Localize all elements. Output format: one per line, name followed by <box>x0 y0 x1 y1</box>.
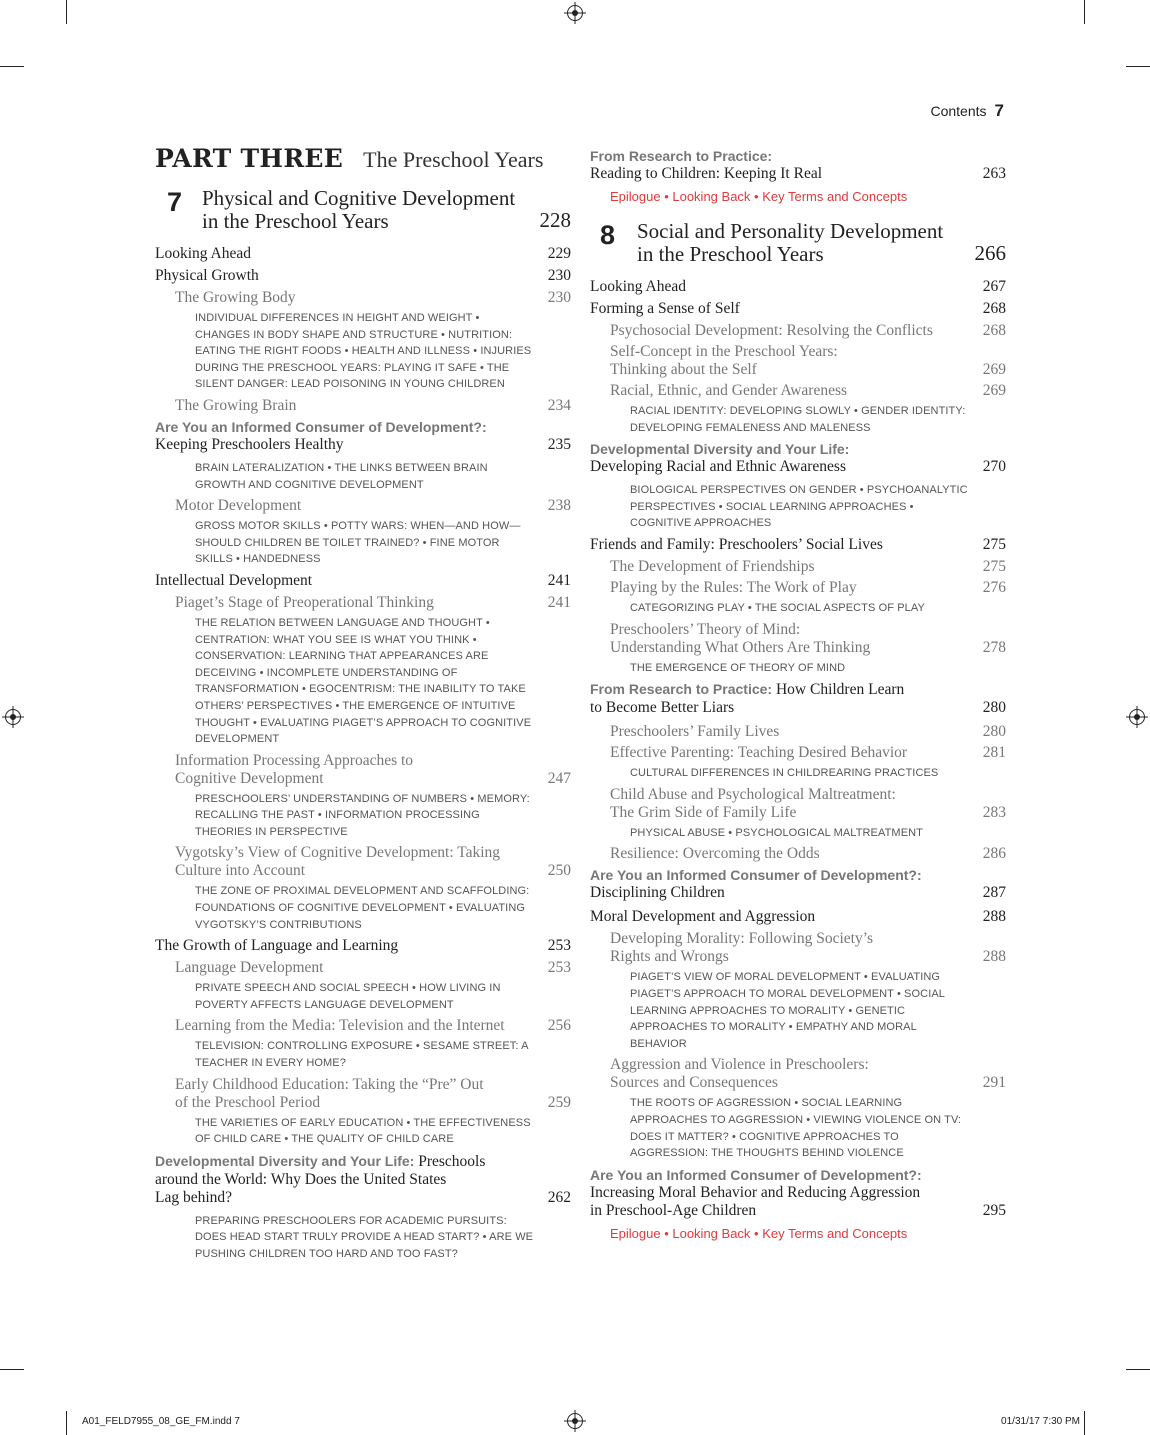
toc-subsection <box>610 723 1006 741</box>
entry-title: Psychosocial Development: Resolving the Conflicts <box>610 322 933 339</box>
feature-label: From Research to Practice: <box>590 681 773 698</box>
toc-subsection <box>175 1017 571 1035</box>
toc-subsection <box>610 621 1006 657</box>
entry-page: 286 <box>982 845 1006 863</box>
entry-page: 256 <box>547 1017 571 1035</box>
entry-title: Learning from the Media: Television and the Internet <box>175 1017 505 1035</box>
toc-entries <box>590 278 1006 1241</box>
chapter-title: Physical and Cognitive Development in the Preschool Years <box>202 186 516 233</box>
epilogue-line: Epilogue • Looking Back • Key Terms and Concepts <box>610 1225 908 1241</box>
entry-title: The Development of Friendships <box>610 557 815 575</box>
registration-mark-icon <box>567 5 583 21</box>
toc-subsection <box>610 1056 1006 1092</box>
chapter-number: 7 <box>167 187 183 217</box>
crop-mark <box>1126 1369 1150 1370</box>
feature-entry <box>590 680 1006 717</box>
entry-page: 269 <box>982 361 1006 378</box>
entry-title: Vygotsky’s View of Cognitive Development: Taking Culture into Account <box>175 844 501 880</box>
entry-page: 241 <box>547 571 571 589</box>
crop-mark <box>66 1411 67 1435</box>
entry-title: Friends and Family: Preschoolers’ Social Lives <box>590 535 883 553</box>
crop-mark <box>0 1369 24 1370</box>
entry-title: Preschoolers’ Family Lives <box>610 723 780 741</box>
toc-section <box>590 536 1006 554</box>
running-head-label: Contents <box>930 103 987 119</box>
registration-mark-icon <box>5 709 21 725</box>
entry-title: Moral Development and Aggression <box>590 908 816 926</box>
entry-page: 253 <box>547 937 571 955</box>
toc-subsection <box>175 1076 571 1112</box>
entry-page: 241 <box>547 593 571 611</box>
toc-subsection <box>610 786 1006 822</box>
toc-topics: THE RELATION BETWEEN LANGUAGE AND THOUGHT • CENTRATION: WHAT YOU SEE IS WHAT YOU THINK • CONSERVATION: LEARNING THAT APPEARANCES ARE DECEIVING • INCOMPLETE UNDERSTANDING OF TRANSFORMATION • EGOCENTRISM: THE INABILITY TO TAKE OTHERS’ PERSPECTIVES • THE EMERGENCE OF INTUITIVE THOUGHT • EVALUATING PIAGET’S APPROACH TO COGNITIVE DEVELOPMENT <box>195 616 532 746</box>
page-number: 7 <box>994 101 1004 120</box>
chapter-page: 266 <box>974 241 1006 265</box>
entry-title: Effective Parenting: Teaching Desired Behavior <box>610 744 908 762</box>
feature-entry <box>590 1166 1006 1220</box>
entry-page: 230 <box>547 289 571 306</box>
toc-topics: GROSS MOTOR SKILLS • POTTY WARS: WHEN—AND HOW—SHOULD CHILDREN BE TOILET TRAINED? • FINE MOTOR SKILLS • HANDEDNESS <box>195 520 521 566</box>
entry-page: 250 <box>547 862 571 880</box>
crop-mark <box>1084 0 1085 24</box>
feature-page: 262 <box>547 1188 571 1206</box>
entry-page: 278 <box>982 638 1006 656</box>
entry-title: Motor Development <box>175 497 302 515</box>
toc-topics: PRESCHOOLERS’ UNDERSTANDING OF NUMBERS • MEMORY: RECALLING THE PAST • INFORMATION PROCESSING THEORIES IN PERSPECTIVE <box>195 792 530 838</box>
chapter-heading <box>155 187 571 233</box>
feature-entry <box>590 866 1006 902</box>
toc-section <box>155 937 571 955</box>
entry-title: Information Processing Approaches to Cognitive Development <box>175 751 414 787</box>
chapter-title: Social and Personality Development in the Preschool Years <box>637 219 944 266</box>
toc-section <box>590 908 1006 926</box>
feature-label: Developmental Diversity and Your Life: <box>590 441 850 458</box>
toc-subsection <box>175 959 571 977</box>
slug-date: 01/31/17 7:30 PM <box>1001 1416 1080 1427</box>
feature-entry <box>155 418 571 454</box>
toc-section <box>155 572 571 590</box>
feature-page: 235 <box>547 435 571 453</box>
feature-title: Developing Racial and Ethnic Awareness <box>590 458 846 476</box>
entry-title: Self-Concept in the Preschool Years: Thinking about the Self <box>610 343 838 378</box>
crop-mark <box>1084 1411 1085 1435</box>
feature-label: Are You an Informed Consumer of Development?: <box>590 867 922 884</box>
part-title: The Preschool Years <box>363 147 544 172</box>
entry-title: Looking Ahead <box>590 278 686 295</box>
chapter-heading <box>590 220 1006 266</box>
entry-page: 230 <box>547 267 571 284</box>
feature-page: 287 <box>982 884 1006 902</box>
part-label: PART THREE <box>155 144 344 173</box>
entry-title: Looking Ahead <box>155 245 251 262</box>
feature-page: 295 <box>982 1201 1006 1219</box>
feature-title: Reading to Children: Keeping It Real <box>590 165 823 182</box>
entry-title: Aggression and Violence in Preschoolers: Sources and Consequences <box>610 1056 869 1092</box>
toc-subsection <box>610 343 1006 379</box>
toc-section <box>590 278 1006 296</box>
feature-label: Developmental Diversity and Your Life: <box>155 1152 415 1169</box>
feature-title: around the World: Why Does the United States Lag behind? <box>155 1170 447 1206</box>
toc-topics: THE ROOTS OF AGGRESSION • SOCIAL LEARNING APPROACHES TO AGGRESSION • VIEWING VIOLENCE ON TV: DOES IT MATTER? • COGNITIVE APPROACHES TO AGGRESSION: THE THOUGHTS BEHIND VIOLENCE <box>630 1097 962 1160</box>
entry-page: 229 <box>547 245 571 262</box>
part-heading <box>155 144 571 173</box>
entry-page: 291 <box>982 1074 1006 1092</box>
entry-title: Forming a Sense of Self <box>590 300 740 317</box>
toc-subsection <box>175 752 571 788</box>
feature-page: 263 <box>982 165 1006 182</box>
entry-page: 275 <box>982 535 1006 553</box>
toc-subsection <box>610 930 1006 966</box>
toc-subsection <box>610 579 1006 597</box>
feature-entry <box>155 1152 571 1207</box>
toc-topics: THE ZONE OF PROXIMAL DEVELOPMENT AND SCAFFOLDING: FOUNDATIONS OF COGNITIVE DEVELOPMENT • EVALUATING VYGOTSKY’S CONTRIBUTIONS <box>195 885 530 931</box>
entry-title: The Growth of Language and Learning <box>155 937 399 955</box>
entry-title: Intellectual Development <box>155 571 313 589</box>
toc-subsection <box>175 289 571 307</box>
toc-topics: BIOLOGICAL PERSPECTIVES ON GENDER • PSYCHOANALYTIC PERSPECTIVES • SOCIAL LEARNING APPROACHES • COGNITIVE APPROACHES <box>630 484 968 530</box>
feature-title: Keeping Preschoolers Healthy <box>155 435 344 453</box>
toc-section <box>155 245 571 263</box>
entry-page: 247 <box>547 769 571 787</box>
feature-label: From Research to Practice: <box>590 148 773 164</box>
slug-file: A01_FELD7955_08_GE_FM.indd 7 <box>82 1416 240 1427</box>
toc-topics: TELEVISION: CONTROLLING EXPOSURE • SESAME STREET: A TEACHER IN EVERY HOME? <box>195 1040 528 1070</box>
entry-page: 234 <box>547 396 571 414</box>
entry-title: Developing Morality: Following Society’s Rights and Wrongs <box>610 930 874 966</box>
entry-page: 268 <box>982 300 1006 317</box>
toc-topics: CULTURAL DIFFERENCES IN CHILDREARING PRACTICES <box>630 767 939 780</box>
toc-topics: THE EMERGENCE OF THEORY OF MIND <box>630 661 846 674</box>
entry-page: 267 <box>982 278 1006 295</box>
entry-page: 238 <box>547 497 571 515</box>
toc-subsection <box>610 744 1006 762</box>
entry-page: 288 <box>982 948 1006 966</box>
toc-topics: BRAIN LATERALIZATION • THE LINKS BETWEEN BRAIN GROWTH AND COGNITIVE DEVELOPMENT <box>195 461 488 491</box>
toc-subsection <box>610 382 1006 400</box>
entry-page: 283 <box>982 803 1006 821</box>
feature-label-tail: Preschools <box>418 1152 486 1170</box>
crop-mark <box>66 0 67 24</box>
entry-title: Child Abuse and Psychological Maltreatment: The Grim Side of Family Life <box>610 785 896 821</box>
toc-subsection <box>610 558 1006 576</box>
toc-topics: THE VARIETIES OF EARLY EDUCATION • THE EFFECTIVENESS OF CHILD CARE • THE QUALITY OF CHILD CARE <box>195 1116 531 1146</box>
epilogue-line: Epilogue • Looking Back • Key Terms and Concepts <box>610 189 908 204</box>
feature-page: 280 <box>982 699 1006 717</box>
toc-subsection <box>610 322 1006 340</box>
toc-topics: INDIVIDUAL DIFFERENCES IN HEIGHT AND WEIGHT • CHANGES IN BODY SHAPE AND STRUCTURE • NUTRITION: EATING THE RIGHT FOODS • HEALTH AND ILLNESS • INJURIES DURING THE PRESCHOOL YEARS: PLAYING IT SAFE • THE SILENT DANGER: LEAD POISONING IN YOUNG CHILDREN <box>195 312 532 391</box>
entry-page: 280 <box>982 723 1006 741</box>
feature-label-tail: How Children Learn <box>775 681 905 699</box>
entry-title: The Growing Brain <box>175 396 297 414</box>
running-head <box>930 101 1004 121</box>
toc-topics: CATEGORIZING PLAY • THE SOCIAL ASPECTS OF PLAY <box>630 601 925 614</box>
feature-label: Are You an Informed Consumer of Development?: <box>590 1166 922 1183</box>
toc-section <box>155 267 571 285</box>
toc-subsection <box>610 845 1006 863</box>
toc-topics: PHYSICAL ABUSE • PSYCHOLOGICAL MALTREATMENT <box>630 826 923 839</box>
feature-entry <box>590 147 1006 183</box>
feature-label: Are You an Informed Consumer of Development?: <box>155 418 487 435</box>
chapter-page: 228 <box>539 208 571 232</box>
crop-mark <box>0 66 24 67</box>
chapter-number: 8 <box>600 220 616 250</box>
toc-right-column <box>590 147 1006 1251</box>
entry-page: 275 <box>982 557 1006 575</box>
toc-topics: PIAGET’S VIEW OF MORAL DEVELOPMENT • EVALUATING PIAGET’S APPROACH TO MORAL DEVELOPMENT • SOCIAL LEARNING APPROACHES TO MORALITY • GENETIC APPROACHES TO MORALITY • EMPATHY AND MORAL BEHAVIOR <box>630 971 945 1050</box>
registration-mark-icon <box>567 1413 583 1429</box>
toc-topics: RACIAL IDENTITY: DEVELOPING SLOWLY • GENDER IDENTITY: DEVELOPING FEMALENESS AND MALENESS <box>630 405 966 434</box>
entry-title: Early Childhood Education: Taking the “Pre” Out of the Preschool Period <box>175 1075 484 1111</box>
entry-title: Physical Growth <box>155 267 259 284</box>
entry-title: The Growing Body <box>175 289 296 306</box>
entry-title: Piaget’s Stage of Preoperational Thinking <box>175 593 434 611</box>
feature-title: Disciplining Children <box>590 884 725 902</box>
toc-subsection <box>175 397 571 415</box>
feature-title: to Become Better Liars <box>590 699 735 717</box>
toc-topics: PREPARING PRESCHOOLERS FOR ACADEMIC PURSUITS: DOES HEAD START TRULY PROVIDE A HEAD START? • ARE WE PUSHING CHILDREN TOO HARD AND TOO FAST? <box>195 1214 534 1260</box>
entry-page: 288 <box>982 908 1006 926</box>
feature-entry <box>590 440 1006 476</box>
toc-section <box>590 300 1006 318</box>
entry-page: 269 <box>982 382 1006 399</box>
entry-page: 259 <box>547 1093 571 1111</box>
registration-mark-icon <box>1129 709 1145 725</box>
toc-subsection <box>175 497 571 515</box>
entry-page: 276 <box>982 578 1006 596</box>
entry-title: Playing by the Rules: The Work of Play <box>610 578 857 596</box>
crop-mark <box>1126 66 1150 67</box>
entry-title: Language Development <box>175 959 324 977</box>
toc-entries <box>155 245 571 1263</box>
toc-subsection <box>175 594 571 612</box>
entry-page: 253 <box>547 959 571 977</box>
feature-page: 270 <box>982 458 1006 476</box>
entry-page: 268 <box>982 322 1006 339</box>
toc-subsection <box>175 844 571 880</box>
feature-title: Increasing Moral Behavior and Reducing Aggression in Preschool-Age Children <box>590 1183 921 1219</box>
entry-title: Resilience: Overcoming the Odds <box>610 845 820 863</box>
toc-left-column <box>155 144 571 1267</box>
entry-title: Preschoolers’ Theory of Mind: Understanding What Others Are Thinking <box>610 620 871 656</box>
toc-topics: PRIVATE SPEECH AND SOCIAL SPEECH • HOW LIVING IN POVERTY AFFECTS LANGUAGE DEVELOPMENT <box>195 982 501 1011</box>
entry-title: Racial, Ethnic, and Gender Awareness <box>610 382 848 399</box>
entry-page: 281 <box>982 744 1006 762</box>
